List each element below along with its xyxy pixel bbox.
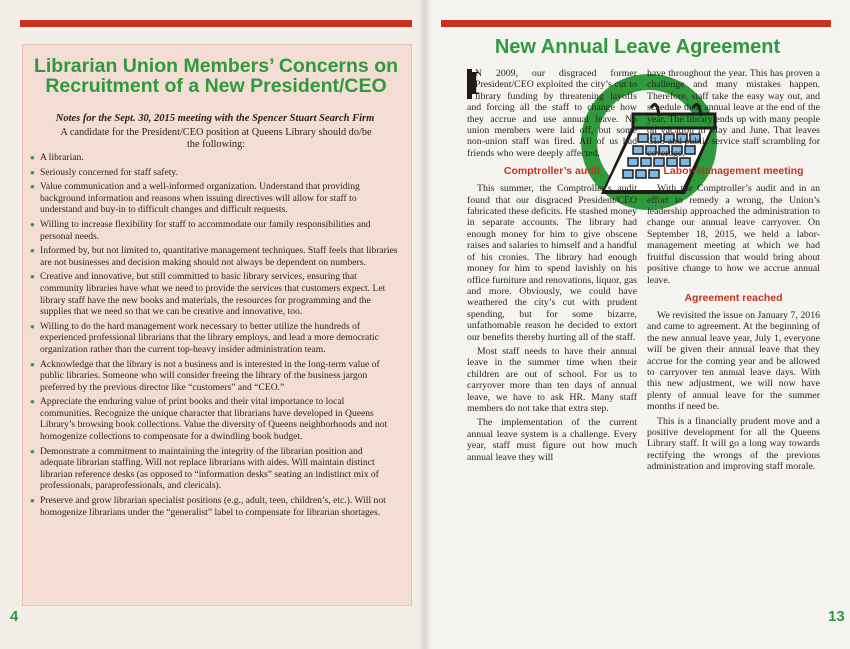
paragraph: We revisited the issue on January 7, 2016 and came to agreement. At the beginning of the new annual leave year, July 1, everyone will be given their annual leave that they accrue for the coming year and be allowed to carryover ten annual leave days. With this new adjustment, we will now have plenty of annual leave for the summer months if need be. — [647, 309, 820, 413]
list-item: ● Demonstrate a commitment to maintaining the integrity of the librarian position and adequate librarian staffing. Will not replace librarians with aides. Will maintain distinct librarian reference desks (as opposed to “information desks” seating an indistinct mix of professionals, paraprofessionals, and clericals). — [30, 446, 398, 492]
list-item: ● Creative and innovative, but still committed to basic library services, ensuring that community libraries have what we need to provide the services that customers expect. Let library staff have the new books and materials, the resources for programming and the supplies that we need so that we can be creative and innovative, too. — [30, 271, 398, 317]
right-page-title: New Annual Leave Agreement — [494, 36, 781, 58]
intro-text: A candidate for the President/CEO position at Queens Library should do/be the following: — [60, 127, 372, 150]
meeting-subheading: Notes for the Sept. 30, 2015 meeting with the Spencer Stuart Search Firm — [55, 113, 375, 124]
paragraph: have throughout the year. This has proven a challenge and many mistakes happen. Therefore, staff take the easy way out, and schedule their annual leave at the end of the year. The library ends up with many people on vacation in May and June. That leaves CLS and public service staff scrambling for coverage. — [647, 68, 820, 159]
list-item: ● A librarian. — [30, 152, 398, 164]
article-column-1 — [467, 65, 638, 466]
paragraph: Most staff needs to have their annual leave in the summer time when their children are out of school. For us to carryover more than ten days of annual leave, we have to ask HR. Many staff members do not take that extra step. — [467, 345, 637, 414]
intro-paragraph: N 2009, our disgraced former President/CEO exploited the city’s cut to library funding by threatening layoffs and forcing all the staff to change how they accrue and use annual leave. No union members were laid off, but some non-union staff was fired. All of us had friends who were deeply affected. — [467, 68, 637, 159]
right-page — [425, 0, 850, 649]
paragraph: The implementation of the current annual leave system is a challenge. Every year, staff must figure out how much annual leave they will — [467, 417, 637, 463]
dropcap-i: I — [467, 65, 481, 102]
section-heading-audit: Comptroller’s audit — [503, 165, 601, 178]
page-number-right: 13 — [828, 608, 845, 625]
list-item: ● Informed by, but not limited to, quantitative management techniques. Staff feels that libraries are not businesses and decision making should not always be dependent on numbers. — [30, 245, 398, 268]
list-item: ● Acknowledge that the library is not a business and is interested in the long-term value of public libraries. Someone who will consider freeing the library of the business jargon preferred by the previous director like “customers” and “CEO.” — [30, 359, 398, 394]
concerns-list — [30, 152, 398, 521]
article-column-2 — [647, 68, 820, 476]
paragraph: This is a financially prudent move and a positive development for all the Queens Library staff. It will go a long way towards rectifying the wrongs of the previous administration and improving staff morale. — [647, 415, 820, 473]
list-item: ● Seriously concerned for staff safety. — [30, 167, 398, 179]
page-number-left: 4 — [10, 608, 19, 625]
paragraph: With the Comptroller’s audit and in an effort to remedy a wrong, the Union’s leadership approached the administration to change our annual leave carryover. On September 18, 2015, we held a labor-management meeting at which we had fruitful discussion that would bring about positive change to how we accrue annual leave. — [647, 183, 820, 286]
list-item: ● Willing to increase flexibility for staff to accommodate our family responsibilities and personal needs. — [30, 219, 398, 242]
list-item: ● Value communication and a well-informed organization. Understand that providing background information and reasons when issuing directives will allow for staff to understand and buy-in to difficult changes and difficult requests. — [30, 181, 398, 216]
list-item: ● Appreciate the enduring value of print books and their vital importance to local communities. Recognize the unique character that librarians have developed in Queens Library’s browsing book collections. Value the diversity of Queens neighborhoods and not homogenize collections to compensate for a dwindling book budget. — [30, 396, 398, 442]
list-item: ● Willing to do the hard management work necessary to better utilize the hundreds of experienced professional librarians that the library employs, and lead a more democratic organization rather than the current top-heavy insider administration team. — [30, 321, 398, 356]
paragraph: This summer, the Comptroller’s audit found that our disgraced President/CEO fabricated these deficits. He stashed money in separate accounts. The library had enough money for him to give obscene raises and salaries to himself and a handful of his cronies. The library had enough money for him to spend lavishly on his office furniture and renovations, liquor, gas and more. Obviously, we could have weathered the city’s cut with prudent spending, but for some bizarre, unfathomable reason he decided to extort our benefits thereby hurting all of the staff. — [467, 183, 638, 343]
right-top-rule — [441, 20, 831, 27]
list-item: ● Preserve and grow librarian specialist positions (e.g., adult, teen, children’s, etc.). Will not homogenize librarians under the “generalist” label to compensate for librarian shortages. — [30, 495, 398, 518]
section-heading-agreement: Agreement reached — [684, 291, 783, 304]
section-heading-labor-management: Labor-Management meeting — [663, 165, 804, 178]
spine-gutter — [418, 0, 432, 649]
left-top-rule — [20, 20, 412, 27]
left-page-title: Librarian Union Members’ Concerns on Recruitment of a New President/CEO — [33, 55, 399, 97]
